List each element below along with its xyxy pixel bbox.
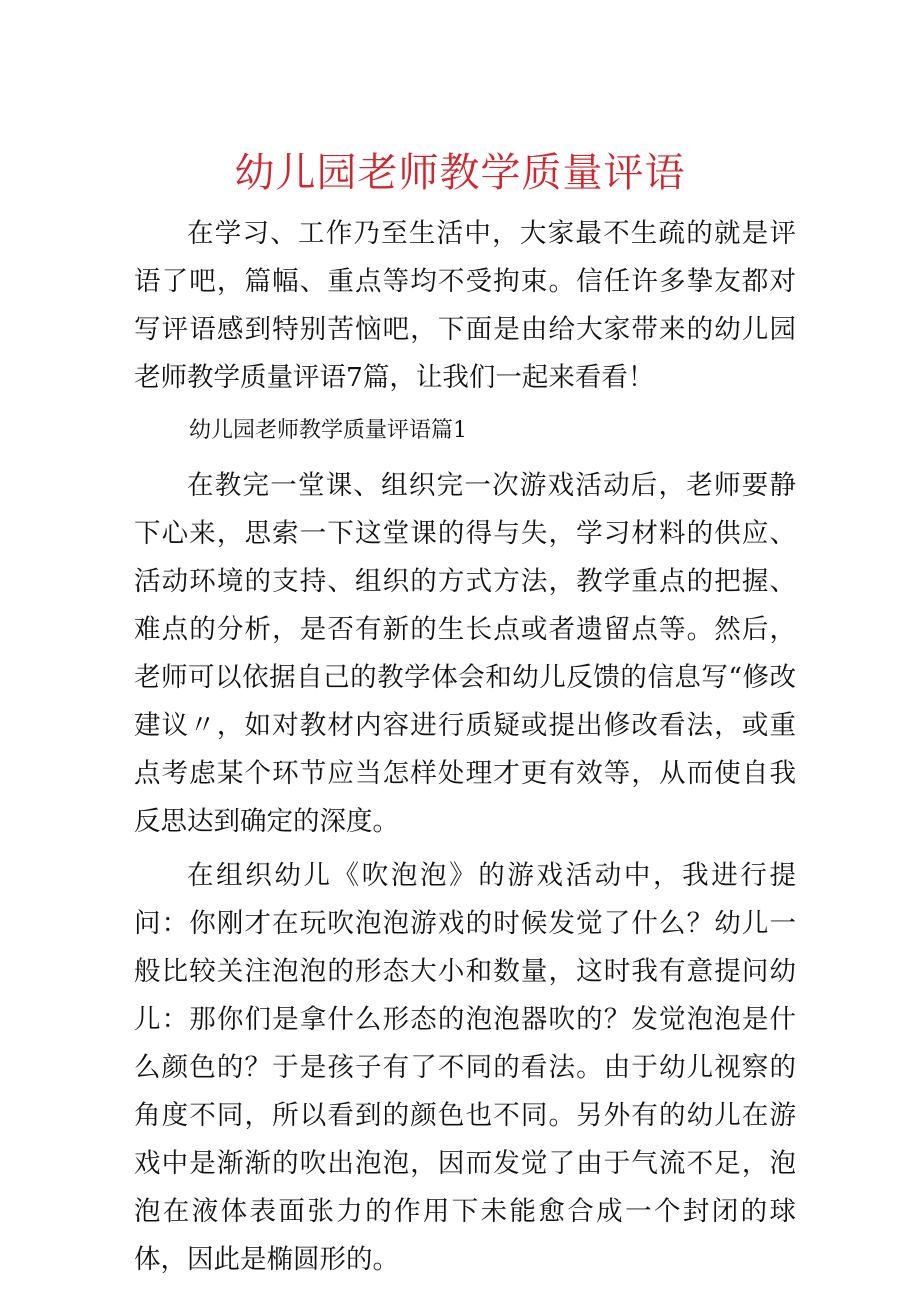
document-title: 幼儿园老师教学质量评语 <box>234 150 686 196</box>
body-paragraph-1: 在教完一堂课、组织完一次游戏活动后，老师要静下心来，思索一下这堂课的得与失，学习材料的供应、活动环境的支持、组织的方式方法，教学重点的把握、难点的分析，是否有新的生长点或者遗留点等。然后，老师可以依据自己的教学体会和幼儿反馈的信息写“修改建议〃，如对教材内容进行质疑或提出修改看法，或重点考虑某个环节应当怎样处理才更有效等，从而使自我反思达到确定的深度。 <box>134 470 796 837</box>
intro-paragraph: 在学习、工作乃至生活中，大家最不生疏的就是评语了吧，篇幅、重点等均不受拘束。信任许多挚友都对写评语感到特别苦恼吧，下面是由给大家带来的幼儿园老师教学质量评语7篇，让我们一起来看看！ <box>134 218 796 393</box>
document-body <box>134 210 796 1284</box>
section-heading: 幼儿园老师教学质量评语篇1 <box>189 418 467 443</box>
body-paragraph-2: 在组织幼儿《吹泡泡》的游戏活动中，我进行提问：你刚才在玩吹泡泡游戏的时候发觉了什么？幼儿一般比较关注泡泡的形态大小和数量，这时我有意提问幼儿：那你们是拿什么形态的泡泡器吹的？发觉泡泡是什么颜色的？于是孩子有了不同的看法。由于幼儿视察的角度不同，所以看到的颜色也不同。另外有的幼儿在游戏中是渐渐的吹出泡泡，因而发觉了由于气流不足，泡泡在液体表面张力的作用下未能愈合成一个封闭的球体，因此是椭圆形的。 <box>134 860 796 1275</box>
